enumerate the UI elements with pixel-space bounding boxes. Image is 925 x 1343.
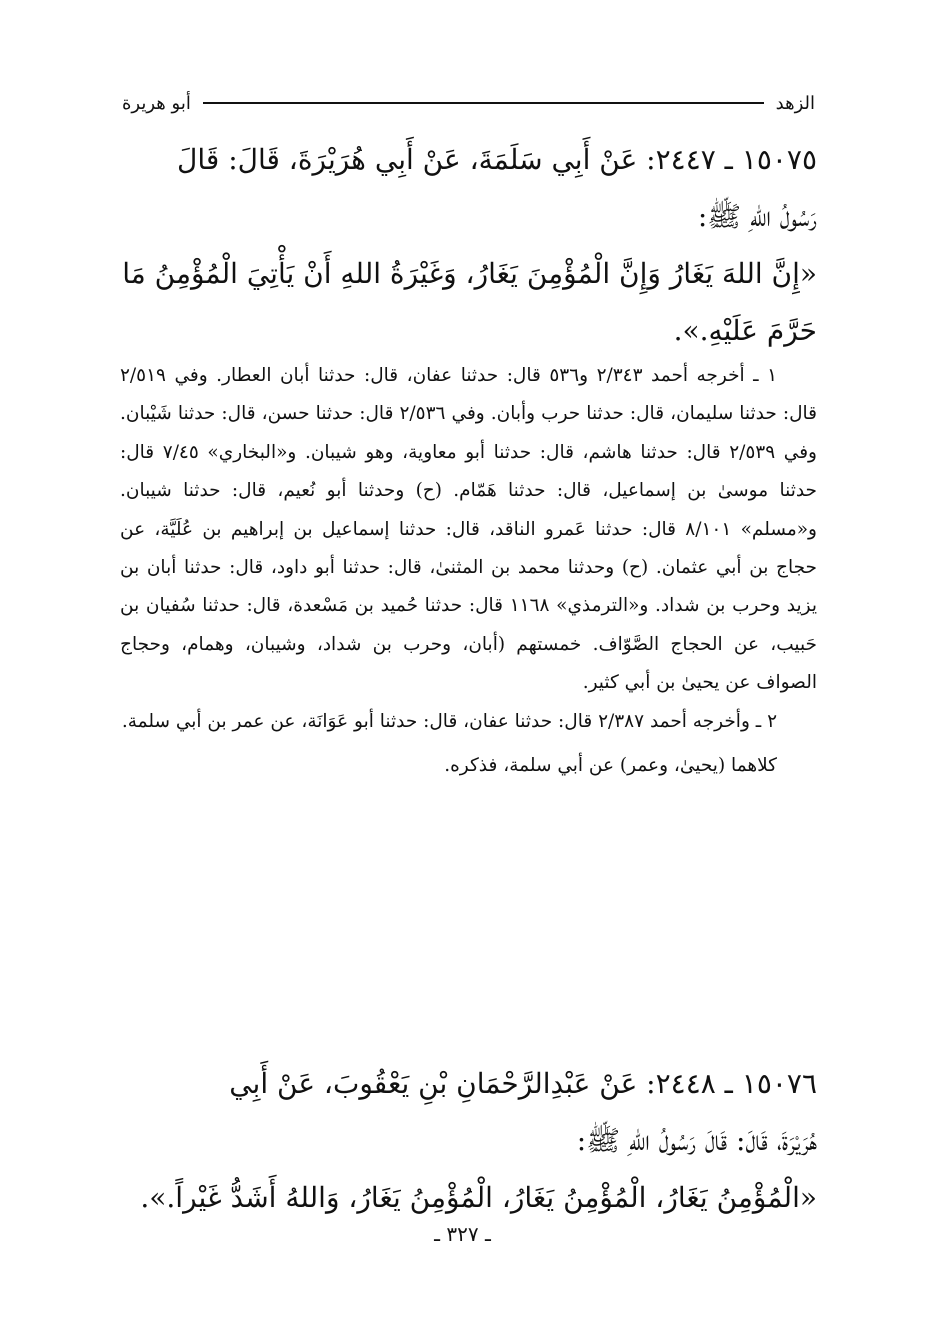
hadith-line: حَرَّمَ عَلَيْهِ.». bbox=[673, 314, 817, 347]
footnote-summary: كلاهما (يحيىٰ، وعمر) عن أبي سلمة، فذكره. bbox=[444, 755, 777, 777]
footnote-2: ٢ ـ وأخرجه أحمد ٢/٣٨٧ قال: حدثنا عفان، قال: حدثنا أبو عَوَانَة، عن عمر بن أبي سلمة. bbox=[121, 710, 777, 732]
running-header bbox=[122, 88, 815, 118]
header-rule bbox=[203, 102, 764, 104]
page-number: ـ ٣٢٧ ـ bbox=[434, 1222, 491, 1246]
takhrij-notes bbox=[120, 357, 817, 785]
header-section-title: الزهد bbox=[775, 92, 815, 114]
hadith-line: ١٥٠٧٦ ـ ٢٤٤٨: عَنْ عَبْدِالرَّحْمَانِ بْنِ يَعْقُوبَ، عَنْ أَبِي bbox=[229, 1067, 817, 1100]
header-narrator-name: أبو هريرة bbox=[122, 92, 191, 114]
hadith-line: «الْمُؤْمِنُ يَغَارُ، الْمُؤْمِنُ يَغَارُ، الْمُؤْمِنُ يَغَارُ، وَاللهُ أَشَدُّ غَيْراً.». bbox=[140, 1181, 817, 1214]
hadith-line: ١٥٠٧٥ ـ ٢٤٤٧: عَنْ أَبِي سَلَمَةَ، عَنْ أَبِي هُرَيْرَةَ، قَالَ: قَالَ bbox=[177, 143, 817, 176]
footnote-1: ١ ـ أخرجه أحمد ٢/٣٤٣ و٥٣٦ قال: حدثنا عفان، قال: حدثنا أبان العطار. وفي ٢/٥١٩ قال: حدثنا سليمان، قال: حدثنا حرب وأبان. وفي ٢/٥٣٦ قال: حدثنا حسن، قال: حدثنا شَيْبان. وفي ٢/٥٣٩ قال: حدثنا هاشم، قال: حدثنا أبو معاوية، وهو شيبان. و«البخاري» ٧/٤٥ قال: حدثنا موسىٰ بن إسماعيل، قال: حدثنا هَمّام. (ح) وحدثنا أبو نُعيم، قال: حدثنا شيبان. و«مسلم» ٨/١٠١ قال: حدثنا عَمرو الناقد، قال: حدثنا إسماعيل بن إبراهيم بن عُلَيَّة، عن حجاج بن أبي عثمان. (ح) وحدثنا محمد بن المثنىٰ، قال: حدثنا أبو داود، قال: حدثنا أبان بن يزيد وحرب بن شداد. و«الترمذي» ١١٦٨ قال: حدثنا حُميد بن مَسْعدة، قال: حدثنا سُفيان بن حَبيب، عن الحجاج الصَّوّاف. خمستهم (أبان، وحرب بن شداد، وشيبان، وهمام، وحجاج الصواف عن يحيىٰ بن أبي كثير. bbox=[120, 365, 817, 694]
hadith-line: رَسُولُ اللهِ ﷺ: bbox=[697, 200, 817, 233]
hadith-line: هُرَيْرَةَ، قَالَ: قَالَ رَسُولُ اللهِ ﷺ: bbox=[576, 1124, 817, 1157]
hadith-15075 bbox=[120, 131, 817, 359]
hadith-line: «إِنَّ اللهَ يَغَارُ وَإِنَّ الْمُؤْمِنَ يَغَارُ، وَغَيْرَةُ اللهِ أَنْ يَأْتِيَ الْمُؤْمِنُ مَا bbox=[122, 257, 817, 290]
hadith-15076 bbox=[120, 1055, 817, 1226]
